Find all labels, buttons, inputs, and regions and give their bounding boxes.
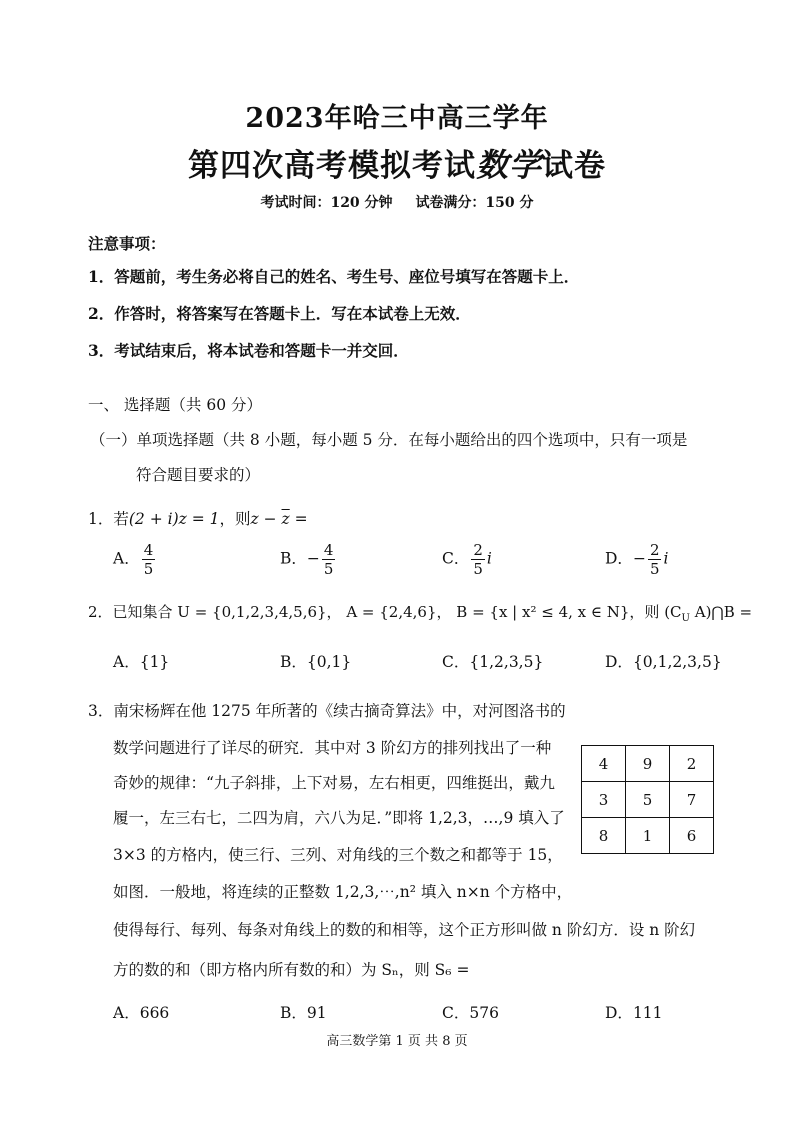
q3-line-2: 数学问题进行了详尽的研究．其中对 3 阶幻方的排列找出了一种 xyxy=(113,739,552,757)
magic-square-cell: 9 xyxy=(626,746,670,782)
notice-heading: 注意事项： xyxy=(88,234,166,253)
exam-time: 考试时间：120 分钟 xyxy=(260,195,393,211)
magic-square xyxy=(581,745,714,854)
magic-square-row xyxy=(582,782,714,818)
notice-item-1: 1．答题前，考生务必将自己的姓名、考生号、座位号填写在答题卡上． xyxy=(88,267,580,286)
q3-line-8: 方的数的和（即方格内所有数的和）为 Sₙ，则 S₆ = xyxy=(113,961,470,979)
q3-option-b[interactable]: B．91 xyxy=(280,1004,327,1022)
notice-item-2: 2．作答时，将答案写在答题卡上．写在本试卷上无效． xyxy=(88,304,471,323)
page-footer: 高三数学第 1 页 共 8 页 xyxy=(326,1034,468,1049)
magic-square-cell: 7 xyxy=(670,782,714,818)
fraction: $\frac{2}{5}$ xyxy=(649,541,660,578)
exam-meta xyxy=(0,192,794,212)
q1-option-d[interactable]: D．− $\frac{2}{5}$ i xyxy=(605,541,669,578)
fraction: $\frac{2}{5}$ xyxy=(473,541,483,578)
title-suffix: 试卷 xyxy=(542,148,606,184)
magic-square-cell: 3 xyxy=(582,782,626,818)
section-sub-line2: 符合题目要求的） xyxy=(136,466,261,484)
q3-line-6: 如图．一般地，将连续的正整数 1,2,3,⋯,n² 填入 n×n 个方格中， xyxy=(113,883,573,901)
section-title: 一、 选择题（共 60 分） xyxy=(88,396,263,414)
magic-square-cell: 2 xyxy=(670,746,714,782)
q1-expr-b: z − xyxy=(250,510,282,528)
section-sub-line1: （一）单项选择题（共 8 小题，每小题 5 分．在每小题给出的四个选项中，只有一项是 xyxy=(90,431,688,449)
notice-item-3: 3．考试结束后，将本试卷和答题卡一并交回． xyxy=(88,341,409,360)
q1-expr-a: (2 + i)z = 1 xyxy=(128,510,220,528)
magic-square-cell: 1 xyxy=(626,818,670,854)
q1-option-b[interactable]: B．− $\frac{4}{5}$ xyxy=(280,541,334,578)
q1-option-a[interactable]: A． $\frac{4}{5}$ xyxy=(113,541,154,578)
magic-square-row xyxy=(582,746,714,782)
full-score: 试卷满分：150 分 xyxy=(415,195,534,211)
fraction: $\frac{4}{5}$ xyxy=(143,541,154,578)
magic-square-cell: 6 xyxy=(670,818,714,854)
q3-option-a[interactable]: A．666 xyxy=(113,1004,170,1022)
q3-line-4: 履一，左三右七，二四为肩，六八为足．”即将 1,2,3，…,9 填入了 xyxy=(113,809,565,827)
title-prefix: 第四次高考模拟考试 xyxy=(187,148,476,184)
q1-option-c[interactable]: C． $\frac{2}{5}$ i xyxy=(442,541,492,578)
exam-title-line2 xyxy=(0,140,794,186)
q3-line-5: 3×3 的方格内，使三行、三列、对角线的三个数之和都等于 15， xyxy=(113,846,563,864)
magic-square-row xyxy=(582,818,714,854)
q3-line-3: 奇妙的规律：“九子斜排，上下对易，左右相更，四维挺出，戴九 xyxy=(113,774,555,792)
q2-option-a[interactable]: A．{1} xyxy=(113,653,170,671)
q3-option-c[interactable]: C．576 xyxy=(442,1004,499,1022)
exam-title-line1: 2023年哈三中高三学年 xyxy=(245,103,549,134)
q1-stem: 1．若(2 + i)z = 1，则$z - \overline{z}$ = xyxy=(88,510,308,528)
magic-square-cell: 8 xyxy=(582,818,626,854)
q2-stem: 2．已知集合 U = {0,1,2,3,4,5,6}， A = {2,4,6}， B = {x | x² ≤ 4, x ∈ N}，则 ($C_U$ A)⋂B = xyxy=(88,603,753,624)
q2-option-d[interactable]: D．{0,1,2,3,5} xyxy=(605,653,722,671)
q3-option-d[interactable]: D．111 xyxy=(605,1004,663,1022)
q2-option-b[interactable]: B．{0,1} xyxy=(280,653,352,671)
magic-square-cell: 4 xyxy=(582,746,626,782)
magic-square-cell: 5 xyxy=(626,782,670,818)
q3-line-7: 使得每行、每列、每条对角线上的数的和相等，这个正方形叫做 n 阶幻方．设 n 阶幻 xyxy=(113,921,696,939)
q2-option-c[interactable]: C．{1,2,3,5} xyxy=(442,653,544,671)
q1-conjugate: $\overline{z}$ xyxy=(281,510,290,528)
q3-line-1: 3．南宋杨辉在他 1275 年所著的《续古摘奇算法》中，对河图洛书的 xyxy=(88,702,566,720)
fraction: $\frac{4}{5}$ xyxy=(323,541,334,578)
title-subject: 数学 xyxy=(475,146,542,184)
